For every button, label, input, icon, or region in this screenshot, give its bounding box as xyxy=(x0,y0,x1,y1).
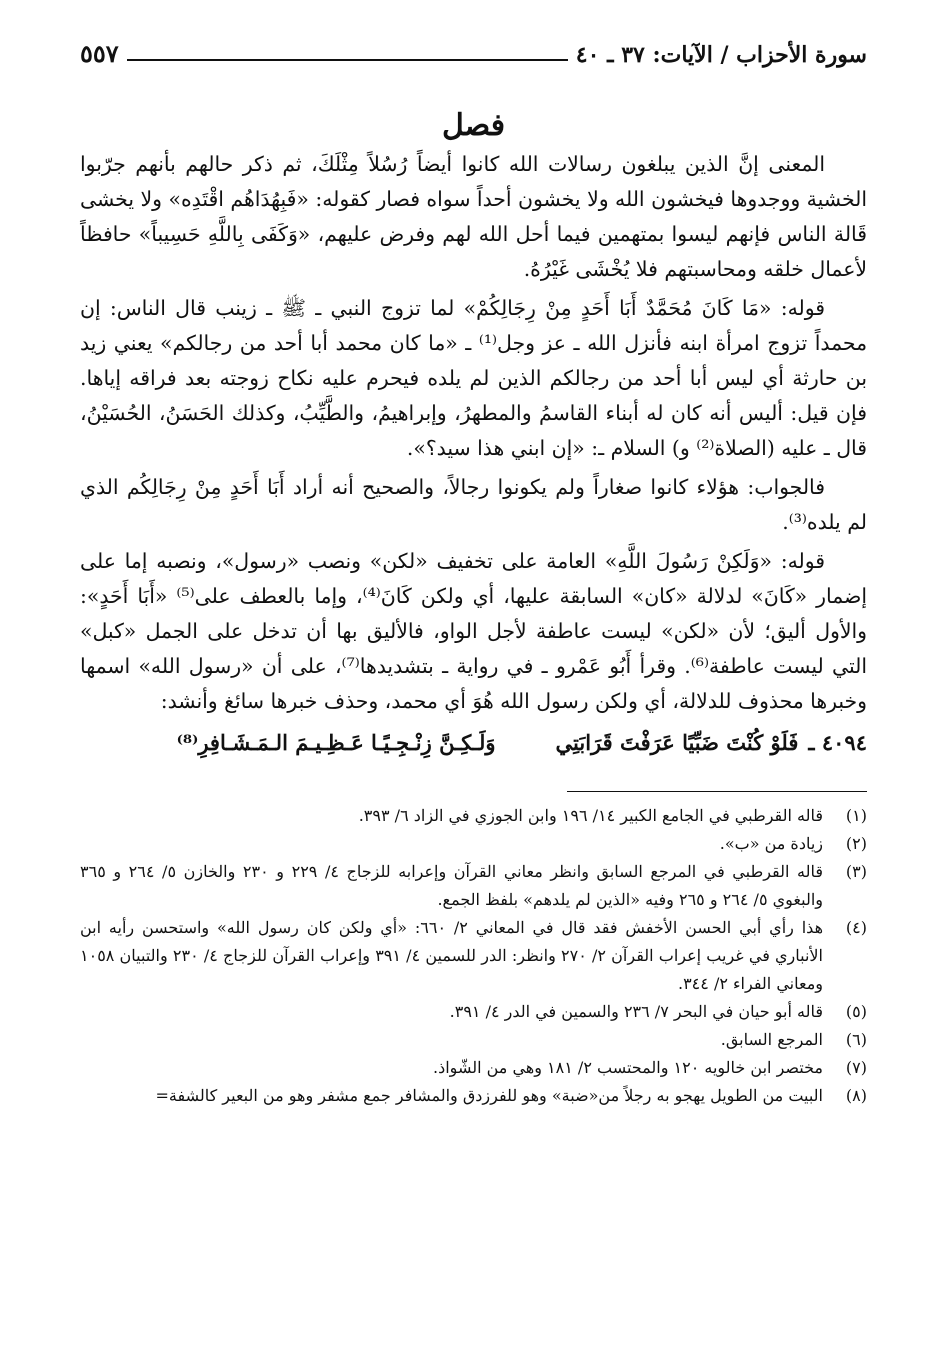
paragraph: المعنى إنَّ الذين يبلغون رسالات الله كانوا أيضاً رُسُلاً مِثْلَكَ، ثم ذكر حالهم بأنهم جرّبوا الخشية ووجدوها فيخشون الله ولا يخشون أحداً سواه فصار كقوله: «فَبِهُدَاهُم اقْتَدِه» ولا يخشى قَالة الناس فإنهم ليسوا بمتهمين فيما أحل الله لهم وفرض عليهم، «وَكَفَى بِاللَّهِ حَسِيباً» حافظاً لأعمال خلقه ومحاسبتهم فلا يُخْشَى غَيْرُهُ. xyxy=(80,152,867,281)
footnotes xyxy=(80,802,867,1110)
verse-number: ٤٠٩٤ ـ xyxy=(808,730,867,755)
footnote-number: (٣) xyxy=(845,862,867,881)
paragraph: فالجواب: هؤلاء كانوا صغاراً ولم يكونوا رجالاً، والصحيح أنه أراد أَبَا أَحَدٍ مِنْ رِجَالِكُم الذي لم يلده⁽³⁾. xyxy=(80,475,867,534)
footnote xyxy=(80,914,867,998)
footnote-text: قاله القرطبي في الجامع الكبير ١٤/ ١٩٦ وابن الجوزي في الزاد ٦/ ٣٩٣. xyxy=(358,806,823,825)
footnote-number: (٤) xyxy=(845,918,867,937)
footnote xyxy=(80,858,867,914)
footnote-number: (٢) xyxy=(845,834,867,853)
footnote-text: هذا رأي أبي الحسن الأخفش فقد قال في المعاني ٢/ ٦٦٠: «أي ولكن كان رسول الله» واستحسن رأيه ابن الأنباري في غريب إعراب القرآن ٢/ ٢٧٠ وانظر: الدر للسمين ٤/ ٣٩١ وإعراب القرآن للزجاج ٤/ ٢٣٠ والتبيان ١٠٥٨ ومعاني الفراء ٢/ ٣٤٤. xyxy=(80,918,824,993)
paragraph: قوله: «وَلَكِنْ رَسُولَ اللَّهِ» العامة على تخفيف «لكن» ونصب «رسول»، ونصبه إما على إضمار «كَانَ» لدلالة «كان» السابقة عليها، أي ولكن كَانَ⁽⁴⁾، وإما بالعطف على⁽⁵⁾ «أَبَا أَحَدٍ»: والأول أليق؛ لأن «لكن» ليست عاطفة لأجل الواو، فالأليق بها أن تدخل على الجمل «كبل» التي ليست عاطفة⁽⁶⁾. وقرأ أَبُو عَمْرو ـ في رواية ـ بتشديدها⁽⁷⁾، على أن «رسول الله» اسمها وخبرها محذوف للدلالة، أي ولكن رسول الله هُوَ أي محمد، وحذف خبرها سائغ وأنشد: xyxy=(80,549,868,713)
footnote-number: (٦) xyxy=(845,1030,867,1049)
section-title: فصل xyxy=(441,108,506,143)
footnote xyxy=(80,998,867,1026)
footnote-text: المرجع السابق. xyxy=(720,1030,823,1049)
footnote xyxy=(80,1026,867,1054)
footnote-number: (٨) xyxy=(845,1086,867,1105)
footnote-text: قاله القرطبي في المرجع السابق وانظر معاني القرآن وإعرابه للزجاج ٤/ ٢٢٩ و ٢٣٠ والخازن ٥/ ٢٦٤ و ٣٦٥ والبغوي ٥/ ٢٦٤ و ٢٦٥ وفيه «الذين لم يلدهم» بلفظ الجمع. xyxy=(80,862,824,909)
page-number: ٥٥٧ xyxy=(80,39,119,68)
verse-second-hemistich: وَلَـكِـنَّ زِنْـجِـيًـا عَـظِـيـمَ الـمَـشَـافِرِ⁽⁸⁾ xyxy=(176,730,496,755)
footnote-text: زيادة من «ب». xyxy=(719,834,823,853)
footnote xyxy=(80,1054,867,1082)
footnote-number: (٧) xyxy=(845,1058,867,1077)
footnote xyxy=(80,830,867,858)
footnote-separator xyxy=(567,791,867,792)
footnote-text: مختصر ابن خالويه ١٢٠ والمحتسب ٢/ ١٨١ وهي من الشّواذ. xyxy=(433,1058,823,1077)
main-text xyxy=(80,147,867,719)
footnote-number: (١) xyxy=(845,806,867,825)
footnote-text: البيت من الطويل يهجو به رجلاً من«ضبة» وهو للفرزدق والمشافر جمع مشفر وهو من البعير كالشفة= xyxy=(155,1086,823,1105)
footnote-number: (٥) xyxy=(845,1002,867,1021)
surah-heading: سورة الأحزاب / الآيات: ٣٧ ـ ٤٠ xyxy=(575,42,867,68)
footnote xyxy=(80,1082,867,1110)
footnote xyxy=(80,802,867,830)
running-header xyxy=(80,28,867,68)
verse-first-hemistich: فَلَوْ كُنْتَ ضَبِّيًا عَرَفْتَ قَرَابَتِي xyxy=(555,730,799,755)
poetry-verse xyxy=(80,723,867,763)
paragraph: قوله: «مَا كَانَ مُحَمَّدٌ أَبَا أَحَدٍ مِنْ رِجَالِكُمْ» لما تزوج النبي ـ ﷺ ـ زينب قال الناس: إن محمداً تزوج امرأة ابنه فأنزل الله ـ عز وجل⁽¹⁾ ـ «ما كان محمد أبا أحد من رجالكم» يعني زيد بن حارثة أي ليس أبا أحد من رجالكم الذين لم يلده فيحرم عليه نكاح زوجته بعد فراقه إياها. فإن قيل: أليس أنه كان له أبناء القاسمُ والمطهرُ، وإبراهيمُ، والطَّيِّبُ، وكذلك الحَسَنُ، الحُسَيْنُ، قال ـ عليه (الصلاة⁽²⁾ و) السلام ـ: «إن ابني هذا سيد؟». xyxy=(80,296,867,460)
footnote-text: قاله أبو حيان في البحر ٧/ ٢٣٦ والسمين في الدر ٤/ ٣٩١. xyxy=(449,1002,823,1021)
header-rule xyxy=(127,59,568,61)
